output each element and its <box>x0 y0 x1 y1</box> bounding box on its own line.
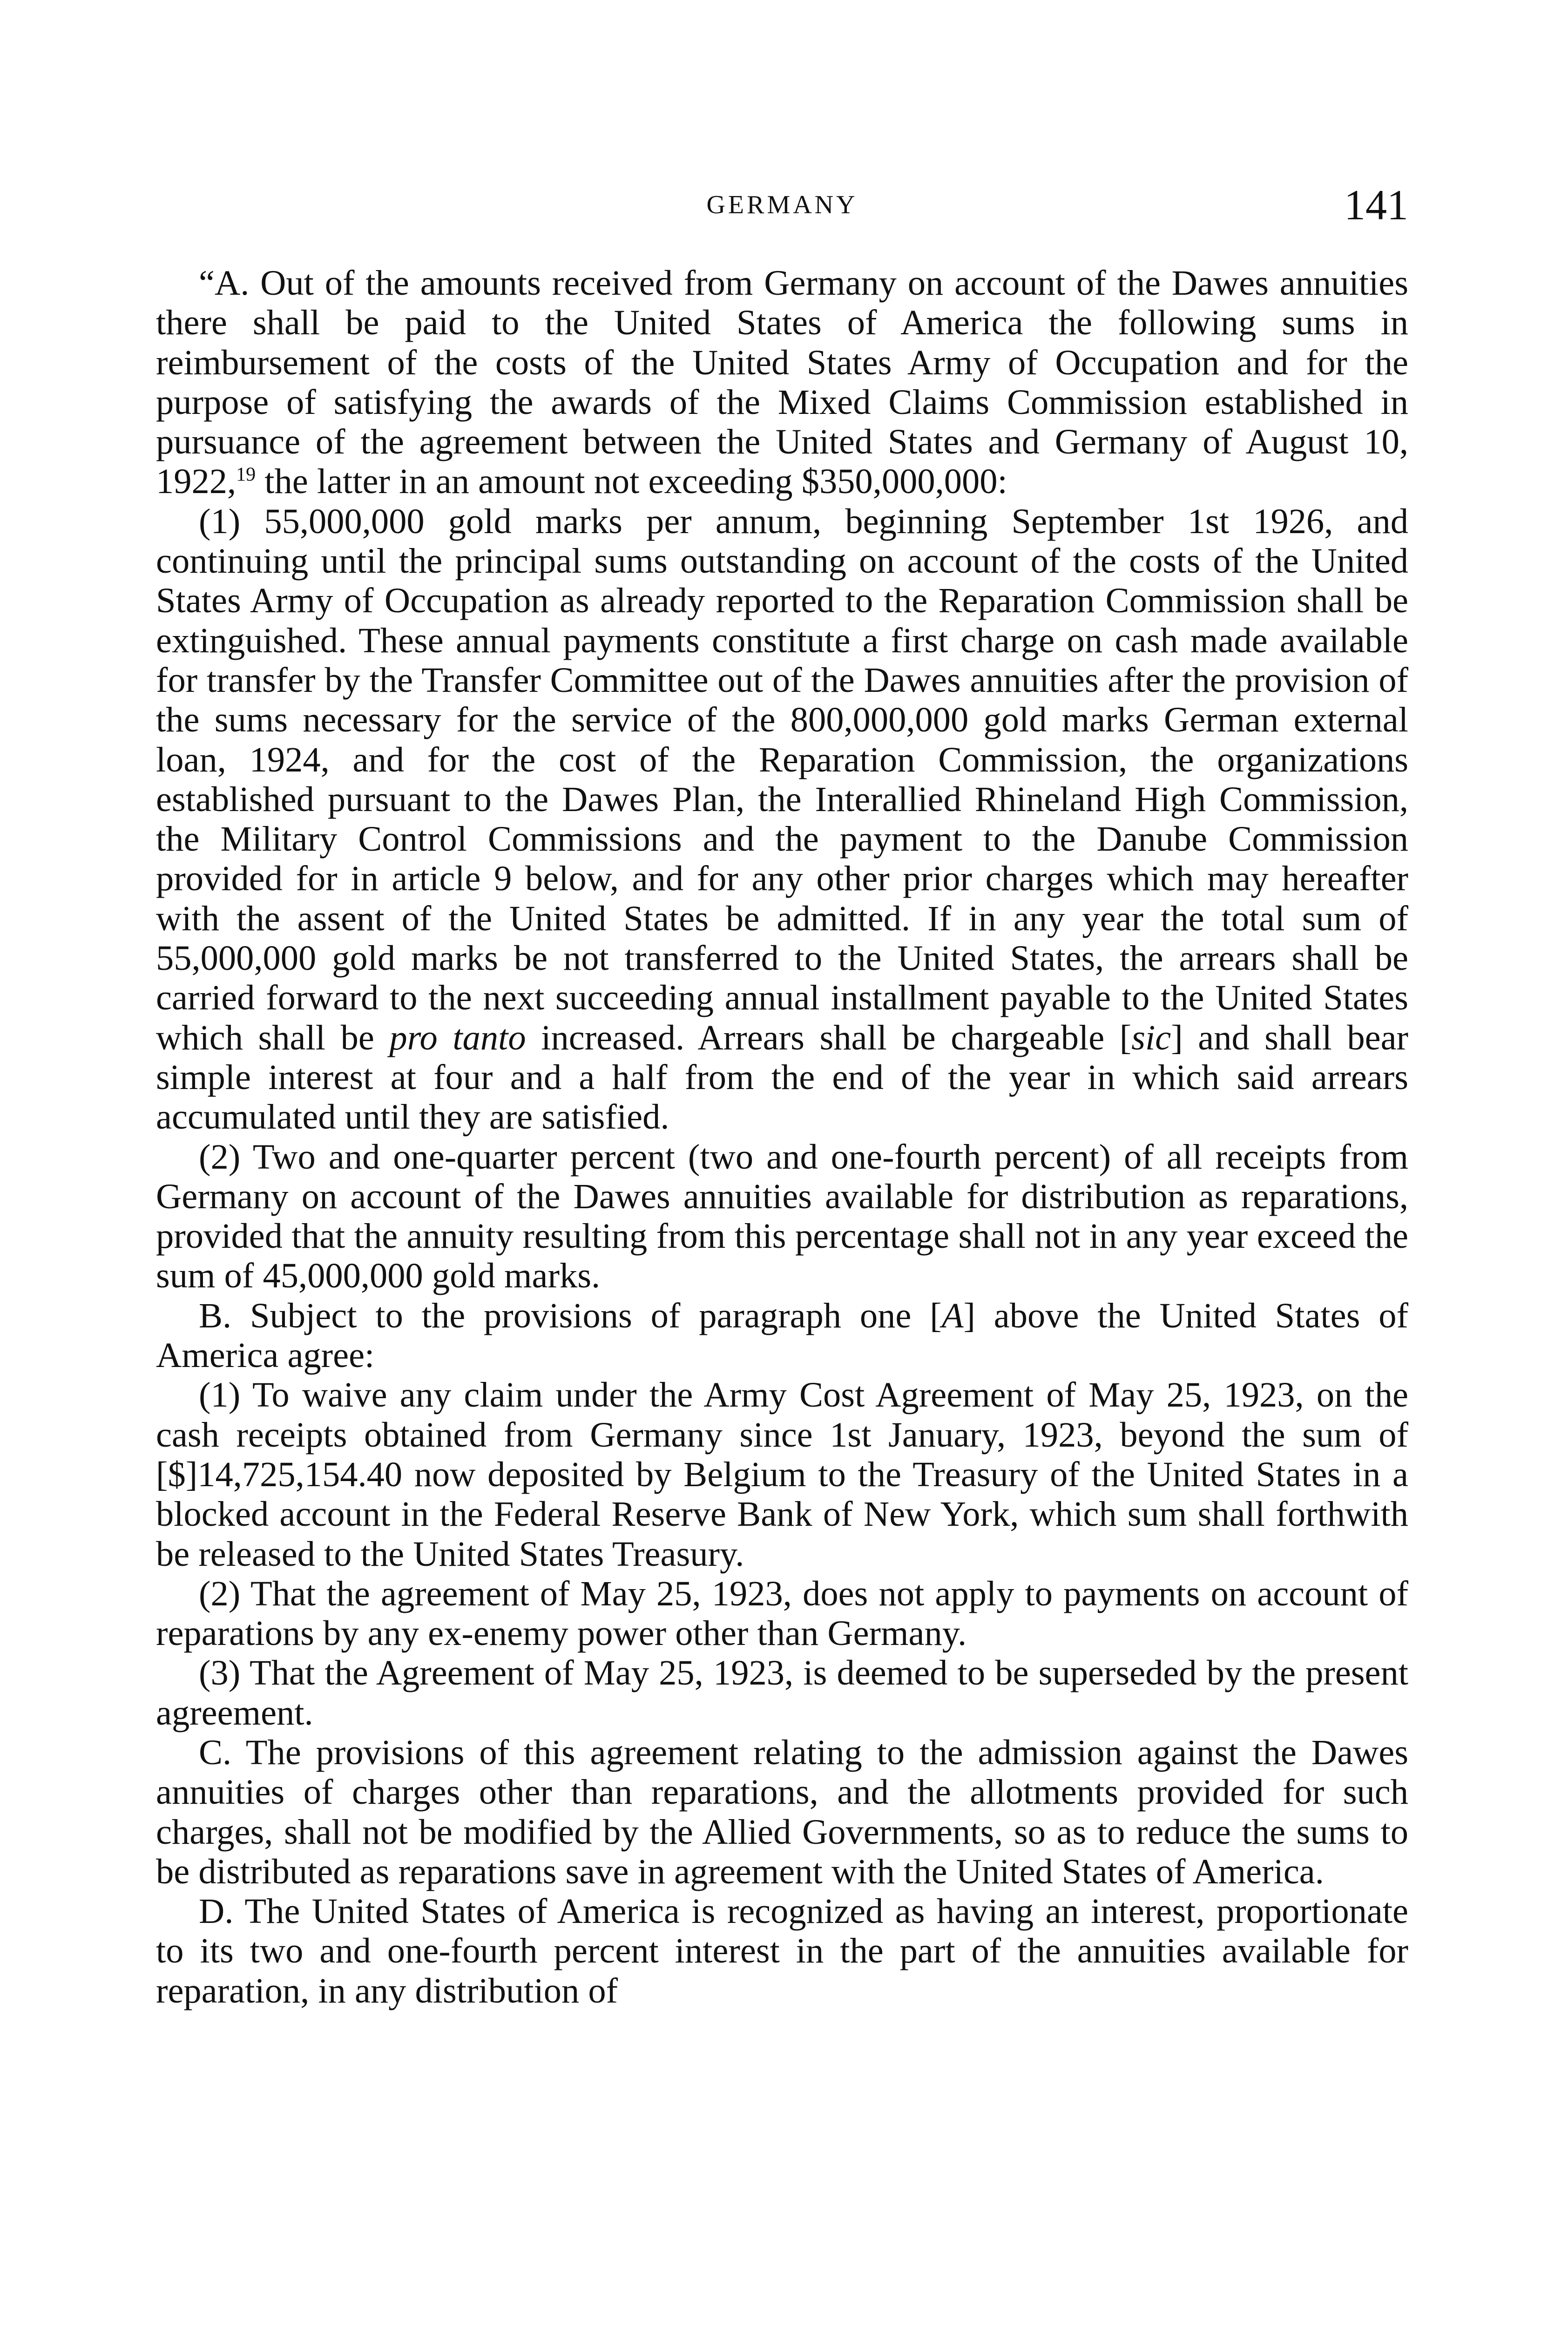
paragraph-d: D. The United States of America is recognized as having an interest, proportionate to its two and one-fourth percent interest in the part of the annuities available for reparation, in any distribution of <box>156 1891 1408 2010</box>
paragraph-b-2: (2) That the agreement of May 25, 1923, does not apply to payments on account of reparations by any ex-enemy power other than Germany. <box>156 1573 1408 1653</box>
footnote-reference: 19 <box>236 464 256 486</box>
paragraph-b-text-2: ] above the United States of America agree: <box>156 1295 1408 1375</box>
italic-sic: sic <box>1131 1017 1171 1057</box>
running-head: GERMANY <box>706 190 858 219</box>
italic-pro-tanto: pro tanto <box>389 1017 526 1057</box>
page-header <box>156 181 1408 242</box>
paragraph-a-1-text-2: increased. Arrears shall be chargeable [ <box>526 1017 1132 1057</box>
paragraph-c: C. The provisions of this agreement relating to the admission against the Dawes annuities of charges other than reparations, and the allotments provided for such charges, shall not be modified by the Allied Governments, so as to reduce the sums to be distributed as reparations save in agreement with the United States of America. <box>156 1732 1408 1891</box>
paragraph-b-1: (1) To waive any claim under the Army Cost Agreement of May 25, 1923, on the cash receipts obtained from Germany since 1st January, 1923, beyond the sum of [$]14,725,154.40 now deposited by Belgium to the Treasury of the United States in a blocked account in the Federal Reserve Bank of New York, which sum shall forthwith be released to the United States Treasury. <box>156 1375 1408 1574</box>
paragraph-a-1 <box>156 501 1408 1137</box>
italic-a: A <box>941 1295 964 1335</box>
paragraph-a-1-text-1: (1) 55,000,000 gold marks per annum, beginning September 1st 1926, and continuing until the principal sums outstanding on account of the costs of the United States Army of Occupation as already reported to the Reparation Commission shall be extinguished. These annual payments constitute a first charge on cash made available for transfer by the Transfer Committee out of the Dawes annuities after the provision of the sums necessary for the service of the 800,000,000 gold marks German external loan, 1924, and for the cost of the Reparation Commission, the organizations established pursuant to the Dawes Plan, the Interallied Rhineland High Commission, the Military Control Commissions and the payment to the Danube Commission provided for in article 9 below, and for any other prior charges which may hereafter with the assent of the United States be admitted. If in any year the total sum of 55,000,000 gold marks be not transferred to the United States, the arrears shall be carried forward to the next succeeding annual installment payable to the United States which shall be <box>156 501 1408 1057</box>
paragraph-a-text-1: “A. Out of the amounts received from Germany on account of the Dawes annuities there shall be paid to the United States of America the following sums in reimbursement of the costs of the United States Army of Occupation and for the purpose of satisfying the awards of the Mixed Claims Commission established in pursuance of the agreement between the United States and Germany of August 10, 1922, <box>156 263 1408 501</box>
body-text <box>156 263 1408 2010</box>
paragraph-b-text-1: B. Subject to the provisions of paragraph one [ <box>199 1295 942 1335</box>
paragraph-a-1-text-3: ] and shall bear simple interest at four and a half from the end of the year in which said arrears accumulated until they are satisfied. <box>156 1017 1408 1137</box>
page-number: 141 <box>1344 181 1408 229</box>
paragraph-a-2: (2) Two and one-quarter percent (two and one-fourth percent) of all receipts from Germany on account of the Dawes annuities available for distribution as reparations, provided that the annuity resulting from this percentage shall not in any year exceed the sum of 45,000,000 gold marks. <box>156 1137 1408 1296</box>
paragraph-b-3: (3) That the Agreement of May 25, 1923, is deemed to be superseded by the present agreement. <box>156 1653 1408 1732</box>
paragraph-a <box>156 263 1408 501</box>
paragraph-b <box>156 1296 1408 1375</box>
paragraph-a-text-2: the latter in an amount not exceeding $350,000,000: <box>256 461 1007 501</box>
